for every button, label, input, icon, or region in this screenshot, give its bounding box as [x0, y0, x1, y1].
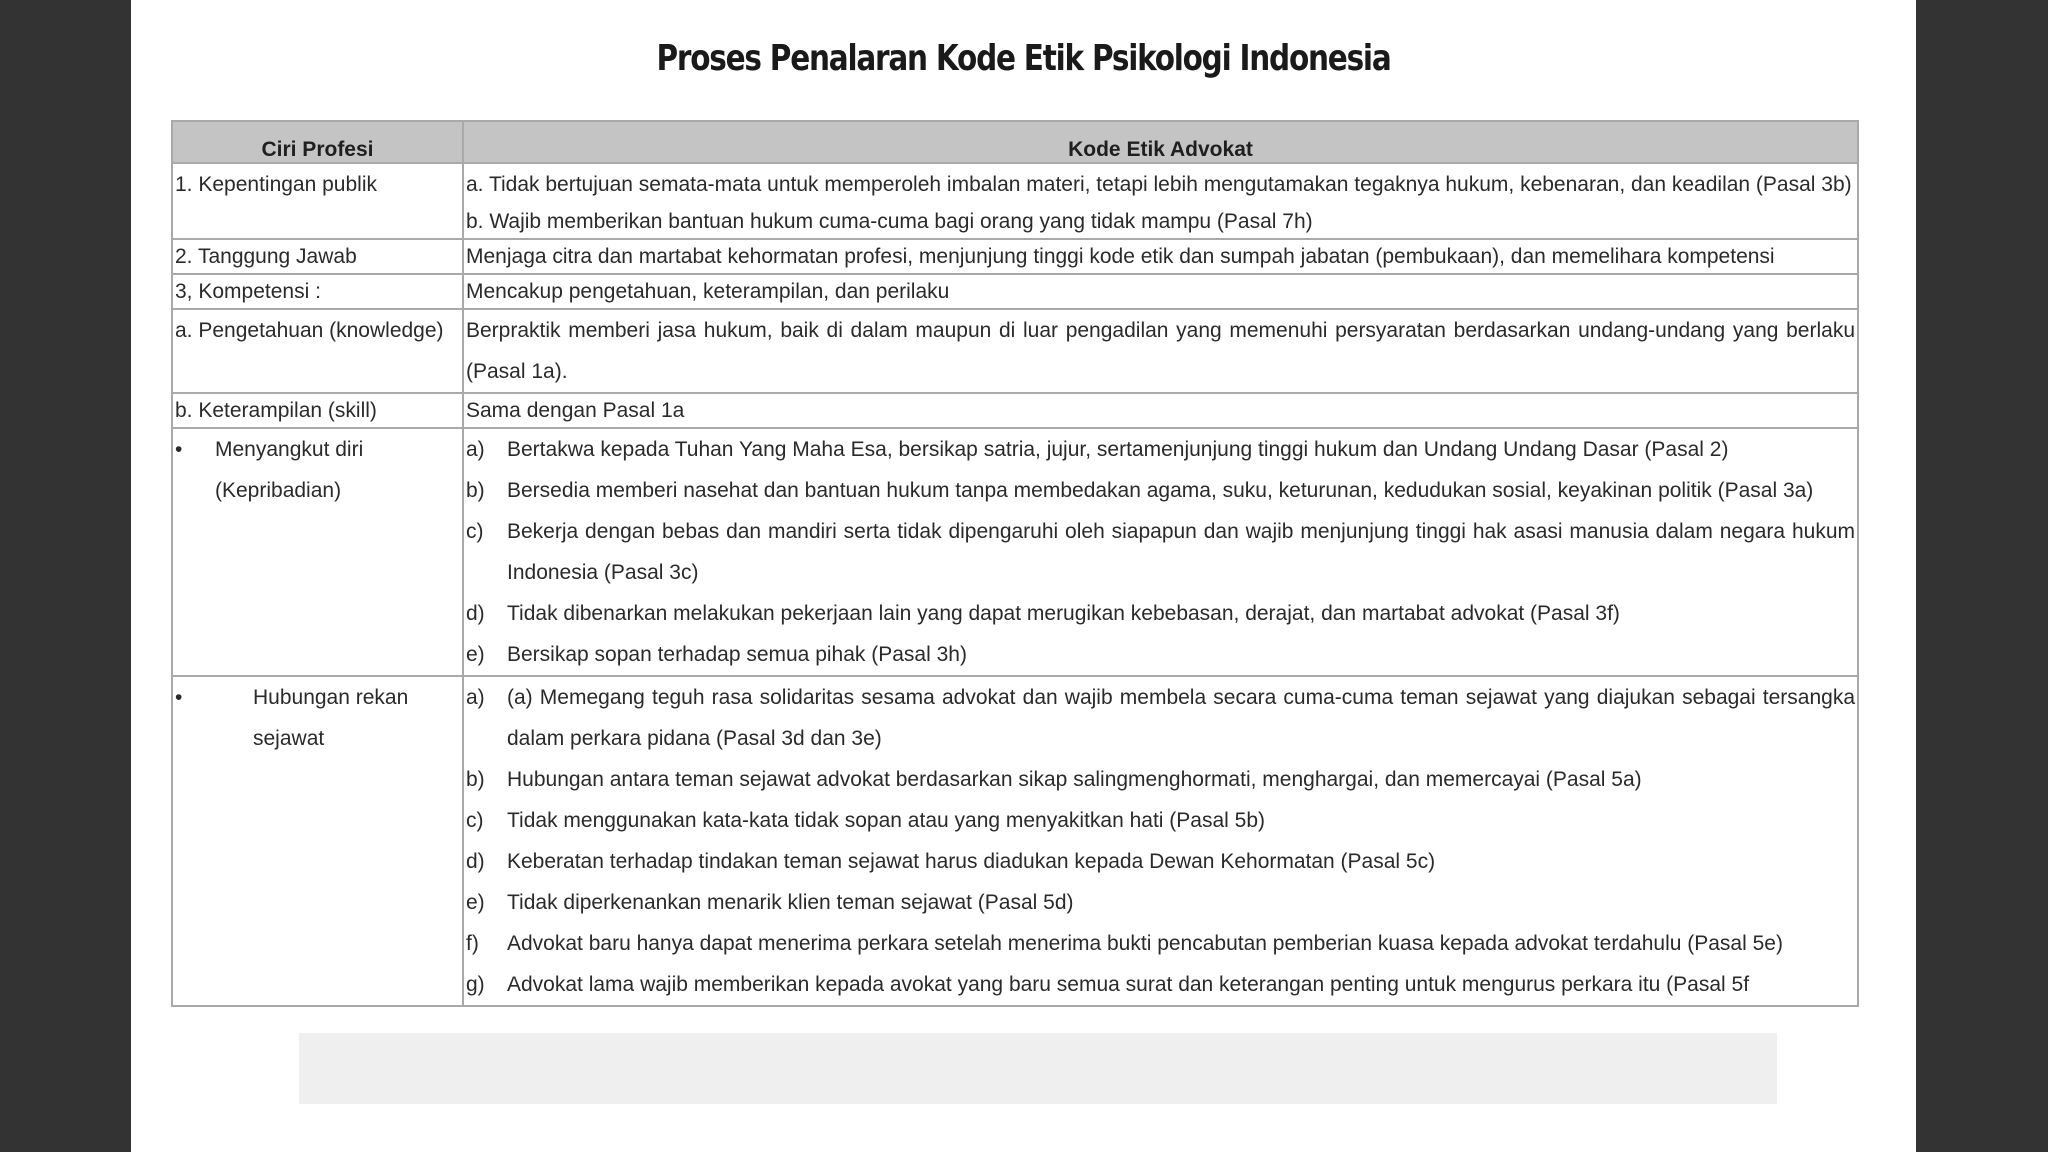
ethics-table — [171, 120, 1859, 1007]
table-row — [172, 393, 1858, 428]
list-item-text: Bersedia memberi nasehat dan bantuan hukum tanpa membedakan agama, suku, keturunan, kedudukan sosial, keyakinan politik (Pasal 3a) — [507, 479, 1814, 502]
list-kepribadian — [466, 429, 1855, 675]
row-label-text: Hubungan rekan sejawat — [253, 686, 409, 750]
list-item-text: Advokat lama wajib memberikan kepada avokat yang baru semua surat dan keterangan penting untuk mengurus perkara itu (Pasal 5f — [507, 973, 1750, 996]
table-row — [172, 309, 1858, 393]
row-label: 3, Kompetensi : — [172, 274, 463, 309]
list-item — [466, 593, 1855, 634]
list-item-text: Keberatan terhadap tindakan teman sejawat harus diadukan kepada Dewan Kehormatan (Pasal 5c) — [507, 850, 1436, 873]
row-label: 2. Tanggung Jawab — [172, 239, 463, 274]
list-item-text: Hubungan antara teman sejawat advokat berdasarkan sikap salingmenghormati, menghargai, dan memercayai (Pasal 5a) — [507, 768, 1642, 791]
list-item-marker: c) — [466, 520, 484, 543]
row-content-item: a. Tidak bertujuan semata-mata untuk memperoleh imbalan materi, tetapi lebih mengutamakan tegaknya hukum, kebenaran, dan keadilan (Pasal 3b) — [466, 173, 1852, 196]
table-row — [172, 163, 1858, 239]
list-item-marker: a) — [466, 438, 485, 461]
caption-box — [299, 1033, 1777, 1104]
list-item-marker: d) — [466, 602, 485, 625]
row-label: b. Keterampilan (skill) — [172, 393, 463, 428]
list-item-text: Advokat baru hanya dapat menerima perkara setelah menerima bukti pencabutan pemberian kuasa kepada advokat terdahulu (Pasal 5e) — [507, 932, 1783, 955]
row-content: Mencakup pengetahuan, keterampilan, dan perilaku — [463, 274, 1858, 309]
list-item — [466, 800, 1855, 841]
row-content — [463, 676, 1858, 1006]
list-item-text: Tidak diperkenankan menarik klien teman sejawat (Pasal 5d) — [507, 891, 1074, 914]
slide — [131, 0, 1916, 1152]
list-item — [466, 677, 1855, 759]
list-item — [466, 841, 1855, 882]
list-item — [466, 759, 1855, 800]
list-rekan-sejawat — [466, 677, 1855, 1005]
table-row — [172, 239, 1858, 274]
table-row — [172, 428, 1858, 676]
list-item-text: Tidak dibenarkan melakukan pekerjaan lain yang dapat merugikan kebebasan, derajat, dan martabat advokat (Pasal 3f) — [507, 602, 1620, 625]
row-content: Sama dengan Pasal 1a — [463, 393, 1858, 428]
list-item-text: (a) Memegang teguh rasa solidaritas sesama advokat dan wajib membela secara cuma-cuma teman sejawat yang diajukan sebagai tersangka dalam perkara pidana (Pasal 3d dan 3e) — [507, 686, 1855, 750]
row-content: Menjaga citra dan martabat kehormatan profesi, menjunjung tinggi kode etik dan sumpah jabatan (pembukaan), dan memelihara kompetensi — [463, 239, 1858, 274]
table-header-row — [172, 121, 1858, 163]
list-item — [466, 882, 1855, 923]
list-item-marker: b) — [466, 768, 485, 791]
list-item-marker: e) — [466, 643, 485, 666]
table-row — [172, 274, 1858, 309]
list-item-text: Bersikap sopan terhadap semua pihak (Pasal 3h) — [507, 643, 967, 666]
list-item-marker: a) — [466, 686, 485, 709]
row-content-item: b. Wajib memberikan bantuan hukum cuma-cuma bagi orang yang tidak mampu (Pasal 7h) — [466, 210, 1313, 233]
list-item — [466, 964, 1855, 1005]
row-content — [463, 163, 1858, 239]
list-item-marker: c) — [466, 809, 484, 832]
table-row — [172, 676, 1858, 1006]
list-item-marker: d) — [466, 850, 485, 873]
list-item — [466, 470, 1855, 511]
bullet-icon: • — [175, 438, 183, 461]
list-item-text: Bertakwa kepada Tuhan Yang Maha Esa, bersikap satria, jujur, sertamenjunjung tinggi hukum dan Undang Undang Dasar (Pasal 2) — [507, 438, 1729, 461]
slide-title: Proses Penalaran Kode Etik Psikologi Indonesia — [656, 38, 1391, 79]
list-item-marker: b) — [466, 479, 485, 502]
row-label — [172, 676, 463, 1006]
row-label — [172, 428, 463, 676]
bullet-icon: • — [175, 686, 183, 709]
list-item-text: Bekerja dengan bebas dan mandiri serta tidak dipengaruhi oleh siapapun dan wajib menjunjung tinggi hak asasi manusia dalam negara hukum Indonesia (Pasal 3c) — [507, 520, 1855, 584]
row-label: a. Pengetahuan (knowledge) — [172, 309, 463, 393]
list-item-text: Tidak menggunakan kata-kata tidak sopan atau yang menyakitkan hati (Pasal 5b) — [507, 809, 1266, 832]
row-content — [463, 428, 1858, 676]
row-label: 1. Kepentingan publik — [172, 163, 463, 239]
header-ciri-profesi: Ciri Profesi — [172, 121, 463, 163]
list-item — [466, 429, 1855, 470]
list-item — [466, 511, 1855, 593]
list-item — [466, 923, 1855, 964]
list-item — [466, 634, 1855, 675]
list-item-marker: g) — [466, 973, 485, 996]
list-item-marker: f) — [466, 932, 479, 955]
row-content: Berpraktik memberi jasa hukum, baik di dalam maupun di luar pengadilan yang memenuhi persyaratan berdasarkan undang-undang yang berlaku (Pasal 1a). — [463, 309, 1858, 393]
row-label-text: Menyangkut diri (Kepribadian) — [215, 438, 364, 502]
list-item-marker: e) — [466, 891, 485, 914]
header-kode-etik-advokat: Kode Etik Advokat — [463, 121, 1858, 163]
